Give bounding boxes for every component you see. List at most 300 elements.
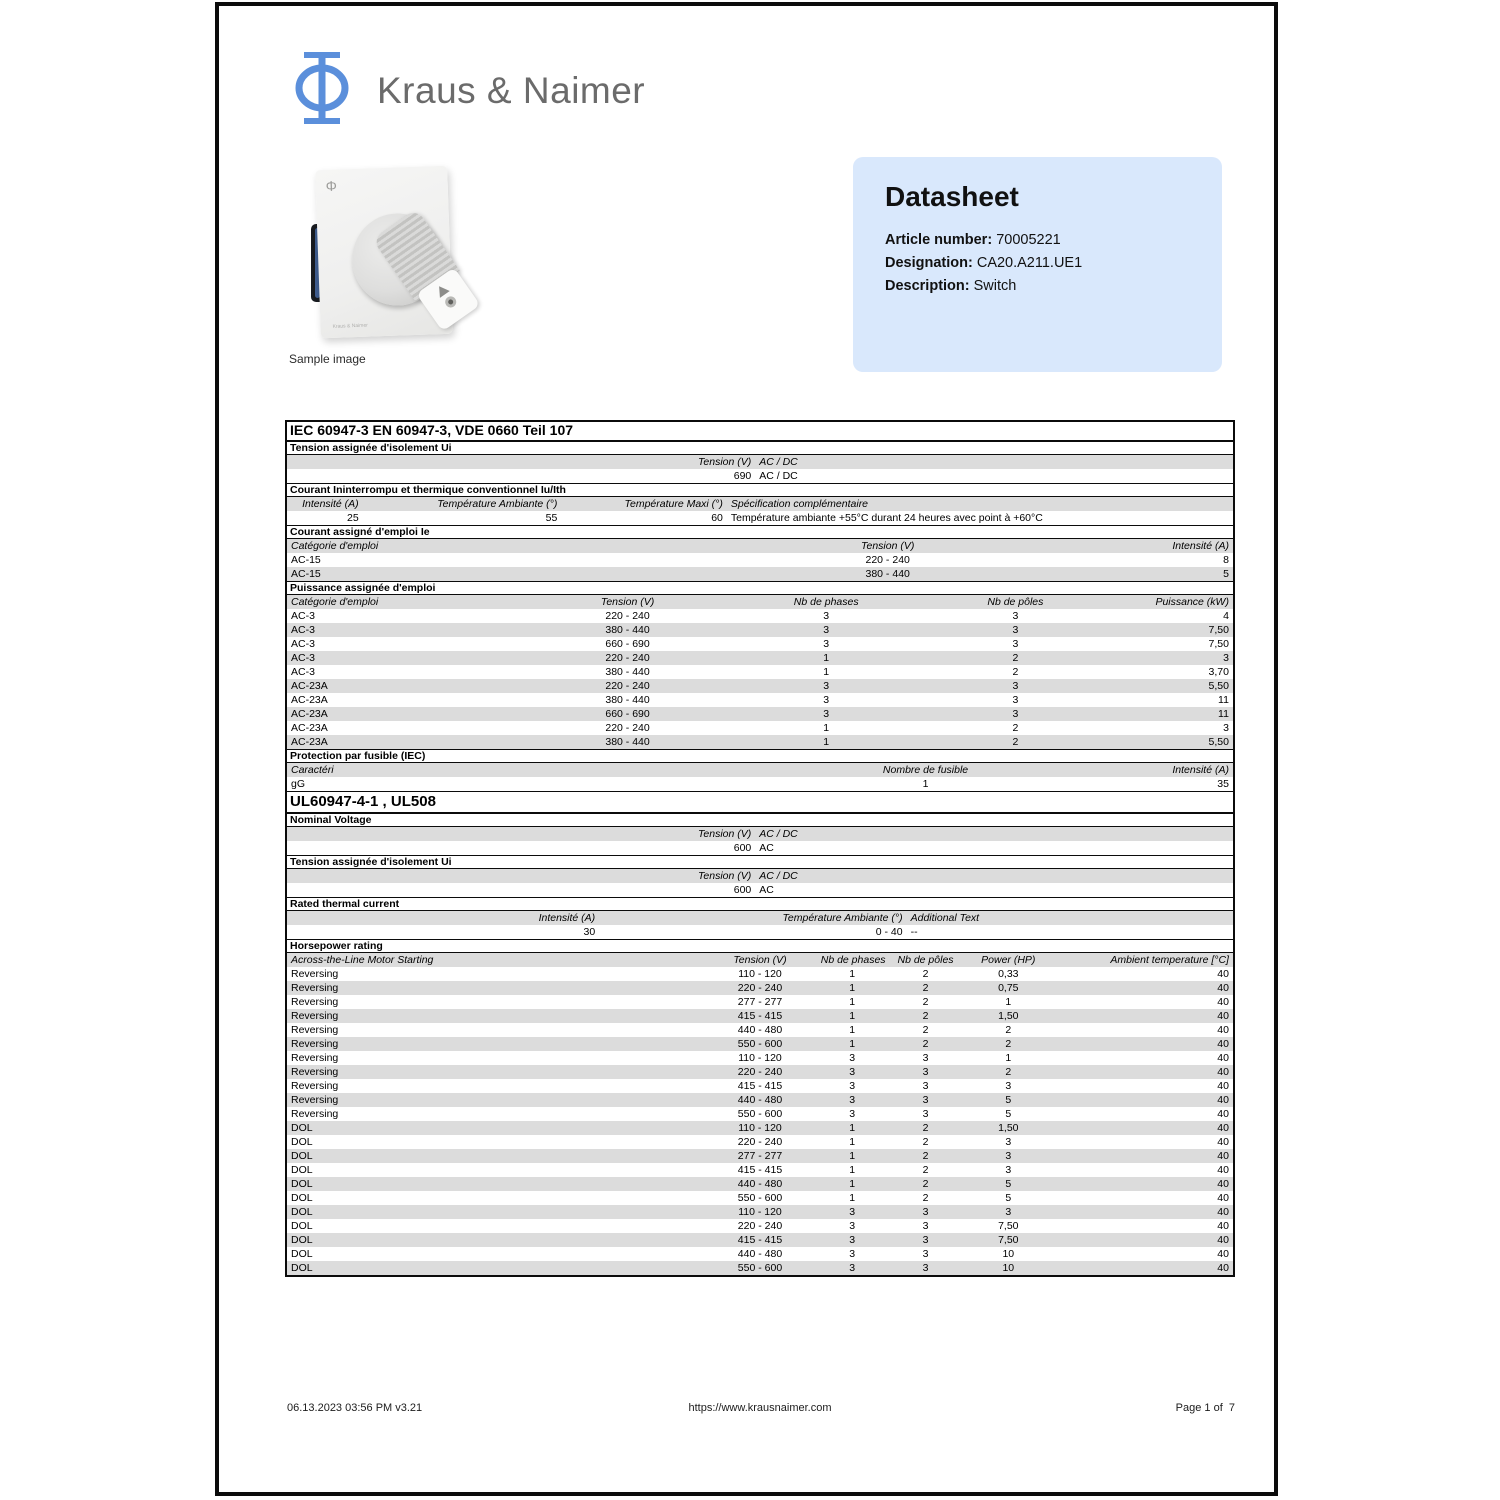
table-row [287,1079,1233,1093]
section-title: Nominal Voltage [287,813,1233,827]
table-cell: 1 [849,1038,856,1050]
table-cell: 3 [1012,624,1019,636]
article-number-value: 70005221 [992,232,1061,248]
table-cell: 4 [1223,610,1229,622]
table-cell: 380 - 440 [605,694,650,706]
table-cell: 220 - 240 [737,1220,783,1232]
footer-page-number: Page 1 of 7 [1175,1402,1235,1414]
table-cell: 3 [1223,652,1229,664]
table-row [287,1051,1233,1065]
header-row [287,595,1233,609]
section-title: Horsepower rating [287,939,1233,953]
table-cell: 10 [1002,1262,1015,1274]
table-cell: 660 - 690 [605,708,650,720]
table-cell: 2 [922,1136,929,1148]
table-cell: Reversing [291,996,339,1008]
table-cell: 600 [733,884,752,896]
table-cell: 40 [1217,1122,1229,1134]
table-cell: AC-3 [291,638,315,650]
table-cell: 3 [922,1066,929,1078]
table-cell: AC-23A [291,722,328,734]
table-cell: 2 [1005,1024,1012,1036]
table-row [287,553,1233,567]
table-cell: 3 [849,1066,856,1078]
table-row [287,967,1233,981]
brand-logo [285,52,645,129]
table-cell: 110 - 120 [738,968,782,980]
table-cell: 2 [1005,1066,1012,1078]
table-cell: 1 [849,1192,856,1204]
table-row [287,1135,1233,1149]
table-cell: AC-23A [291,736,328,748]
header-row [287,763,1233,777]
table-cell: 660 - 690 [605,638,650,650]
table-cell: 600 [733,842,752,854]
table-cell: 220 - 240 [737,1136,783,1148]
table-row [287,609,1233,623]
section-title: Protection par fusible (IEC) [287,749,1233,763]
table-cell: 277 - 277 [737,1150,783,1162]
table-cell: 3 [922,1220,929,1232]
header-row [287,455,1233,469]
column-header: Température Ambiante (°) [782,912,903,924]
table-cell: AC-15 [291,568,321,580]
table-cell: DOL [291,1164,313,1176]
table-row [287,1233,1233,1247]
table-cell: 3 [1012,694,1019,706]
table-cell: 5 [1223,568,1229,580]
footer-date-version: 06.13.2023 03:56 PM v3.21 [287,1402,423,1414]
header-row [287,497,1233,511]
table-row [287,777,1233,791]
table-cell: 40 [1217,1192,1229,1204]
table-cell: 40 [1217,1080,1229,1092]
table-cell: 1,50 [998,1010,1019,1022]
table-cell: 1 [849,982,856,994]
table-cell: 1 [849,1178,856,1190]
column-header: Puissance (kW) [1155,596,1229,608]
table-cell: 8 [1223,554,1229,566]
table-cell: 440 - 480 [737,1248,783,1260]
table-cell: 30 [583,926,596,938]
table-cell: 3 [922,1206,929,1218]
table-cell: AC-3 [291,666,315,678]
table-cell: 1 [849,1010,856,1022]
table-cell: AC-15 [291,554,321,566]
table-cell: 7,50 [998,1234,1019,1246]
article-number-label: Article number: [885,232,993,248]
table-cell: 2 [1012,666,1019,678]
table-cell: AC-3 [291,652,315,664]
table-row [287,1107,1233,1121]
table-cell: AC / DC [759,470,798,482]
spec-grid [287,953,1233,1275]
table-cell: 2 [922,1164,929,1176]
table-cell: 440 - 480 [737,1094,783,1106]
section-title: Puissance assignée d'emploi [287,581,1233,595]
description-field [885,275,1082,298]
table-cell: AC-23A [291,680,328,692]
table-cell: 40 [1217,1136,1229,1148]
table-row [287,981,1233,995]
table-row [287,1093,1233,1107]
description-value: Switch [969,278,1017,294]
table-cell: 1 [1005,1052,1012,1064]
table-cell: 1 [823,652,830,664]
table-row [287,623,1233,637]
table-cell: -- [910,926,918,938]
table-cell: 3 [922,1052,929,1064]
table-cell: 3 [1012,610,1019,622]
table-cell: Reversing [291,982,339,994]
spec-grid [287,539,1233,581]
column-header: AC / DC [759,456,798,468]
plate-brand-marking: Kraus & Naimer [332,322,368,330]
table-row [287,1065,1233,1079]
table-cell: 2 [922,1192,929,1204]
table-cell: 1 [823,722,830,734]
column-header: Catégorie d'emploi [291,596,379,608]
table-cell: DOL [291,1136,313,1148]
header-row [287,911,1233,925]
column-header: Intensité (A) [1172,764,1229,776]
table-cell: gG [291,778,306,790]
table-cell: 440 - 480 [737,1178,783,1190]
table-cell: 2 [922,1038,929,1050]
table-cell: 220 - 240 [605,610,650,622]
table-cell: 7,50 [998,1220,1019,1232]
header-row [287,539,1233,553]
table-cell: 2 [922,1178,929,1190]
column-header: Across-the-Line Motor Starting [291,954,434,966]
table-cell: AC-23A [291,694,328,706]
table-row [287,883,1233,897]
table-cell: 3 [1012,680,1019,692]
table-row [287,841,1233,855]
table-cell: 690 [733,470,752,482]
table-cell: 40 [1217,1052,1229,1064]
spec-grid [287,827,1233,855]
footer-url-link[interactable]: https://www.krausnaimer.com [688,1402,832,1414]
table-cell: 40 [1217,1066,1229,1078]
table-row [287,707,1233,721]
table-cell: 40 [1217,1220,1229,1232]
column-header: Power (HP) [981,954,1036,966]
table-cell: DOL [291,1234,313,1246]
brand-name: Kraus & Naimer [377,69,646,111]
table-row [287,469,1233,483]
table-row [287,1163,1233,1177]
column-header: Tension (V) [861,540,915,552]
designation-field [885,252,1082,275]
column-header: Nb de phases [793,596,859,608]
designation-label: Designation: [885,255,973,271]
table-cell: AC-3 [291,610,315,622]
table-cell: 277 - 277 [737,996,783,1008]
table-cell: 40 [1217,982,1229,994]
column-header: Additional Text [910,912,980,924]
table-row [287,1261,1233,1275]
table-cell: 3 [922,1108,929,1120]
table-cell: 40 [1217,1248,1229,1260]
table-cell: 110 - 120 [738,1206,782,1218]
table-cell: 550 - 600 [737,1192,783,1204]
table-cell: 1 [849,1122,856,1134]
table-cell: 3 [922,1080,929,1092]
table-cell: Reversing [291,1080,339,1092]
table-cell: 380 - 440 [605,624,650,636]
table-cell: 3 [1005,1080,1012,1092]
section-title: Tension assignée d'isolement Ui [287,855,1233,869]
table-cell: 3 [1005,1136,1012,1148]
table-cell: 3 [1012,708,1019,720]
table-cell: 3 [1005,1206,1012,1218]
table-cell: 10 [1002,1248,1015,1260]
table-row [287,1247,1233,1261]
table-cell: 380 - 440 [865,568,910,580]
table-cell: 3 [1005,1150,1012,1162]
screw-icon [443,295,458,310]
table-row [287,1191,1233,1205]
table-row [287,1023,1233,1037]
column-header: Tension (V) [697,828,752,840]
table-row [287,1149,1233,1163]
table-row [287,1121,1233,1135]
table-cell: 40 [1217,1164,1229,1176]
table-cell: 40 [1217,996,1229,1008]
section-title: IEC 60947-3 EN 60947-3, VDE 0660 Teil 107 [287,422,1233,441]
description-label: Description: [885,278,970,294]
table-cell: 415 - 415 [737,1234,783,1246]
table-cell: 40 [1217,1038,1229,1050]
table-cell: 40 [1217,1010,1229,1022]
table-cell: Reversing [291,1066,339,1078]
column-header: Température Maxi (°) [624,498,723,510]
header-row [287,953,1233,967]
table-cell: 11 [1218,708,1229,720]
table-row [287,1177,1233,1191]
table-cell: 40 [1217,1150,1229,1162]
table-cell: 3 [823,694,830,706]
table-cell: 40 [1217,1024,1229,1036]
table-cell: DOL [291,1178,313,1190]
table-cell: 1 [823,666,830,678]
table-cell: Reversing [291,1108,339,1120]
table-cell: 5 [1005,1192,1012,1204]
table-cell: 2 [922,1122,929,1134]
table-cell: 3 [1005,1164,1012,1176]
table-cell: 2 [1012,652,1019,664]
spec-grid [287,869,1233,897]
table-cell: 380 - 440 [605,666,650,678]
table-cell: 1,50 [998,1122,1019,1134]
spec-grid [287,497,1233,525]
table-cell: DOL [291,1150,313,1162]
table-cell: 415 - 415 [737,1164,783,1176]
table-cell: 35 [1217,778,1229,790]
table-cell: 3 [849,1234,856,1246]
column-header: Intensité (A) [1172,540,1229,552]
table-cell: DOL [291,1122,313,1134]
phi-logo-icon [285,52,359,129]
table-cell: 2 [922,996,929,1008]
table-cell: 1 [922,778,929,790]
table-cell: 40 [1217,1094,1229,1106]
table-cell: 2 [922,1010,929,1022]
table-cell: 3 [922,1248,929,1260]
sample-image-caption: Sample image [289,352,366,366]
table-cell: 1 [849,1024,856,1036]
table-cell: 2 [1012,722,1019,734]
column-header: Température Ambiante (°) [437,498,558,510]
table-cell: 415 - 415 [737,1080,783,1092]
table-cell: 110 - 120 [738,1052,782,1064]
table-row [287,1219,1233,1233]
table-cell: 3 [849,1080,856,1092]
table-cell: Reversing [291,1024,339,1036]
table-cell: Reversing [291,1052,339,1064]
table-cell: 380 - 440 [605,736,650,748]
column-header: Intensité (A) [538,912,596,924]
table-cell: 40 [1217,968,1229,980]
column-header: Nombre de fusible [882,764,969,776]
table-cell: 1 [823,736,830,748]
table-cell: 3 [1223,722,1229,734]
table-cell: 0 - 40 [875,926,903,938]
pointer-triangle-icon [434,283,450,298]
spec-grid [287,763,1233,791]
table-cell: 220 - 240 [737,982,783,994]
table-cell: 1 [1005,996,1012,1008]
table-cell: 7,50 [1208,624,1229,636]
table-cell: 40 [1217,1206,1229,1218]
table-cell: 220 - 240 [865,554,910,566]
table-cell: DOL [291,1248,313,1260]
table-row [287,735,1233,749]
table-cell: AC [759,884,774,896]
spec-grid [287,595,1233,749]
table-cell: Reversing [291,1094,339,1106]
datasheet-page [215,2,1278,1496]
table-cell: 3 [849,1220,856,1232]
table-row [287,925,1233,939]
column-header: AC / DC [759,828,798,840]
table-cell: 3 [823,638,830,650]
table-cell: 2 [922,1024,929,1036]
section-title: Courant assigné d'emploi Ie [287,525,1233,539]
header-row [287,827,1233,841]
table-cell: 2 [1005,1038,1012,1050]
table-cell: 0,33 [998,968,1019,980]
table-cell: 0,75 [998,982,1019,994]
table-cell: 220 - 240 [737,1066,783,1078]
phi-mark-icon: Φ [325,177,338,194]
table-cell: DOL [291,1220,313,1232]
spec-grid [287,455,1233,483]
column-header: Nb de pôles [897,954,954,966]
table-row [287,693,1233,707]
table-cell: 220 - 240 [605,652,650,664]
column-header: Tension (V) [733,954,787,966]
column-header: Tension (V) [697,870,752,882]
table-cell: Température ambiante +55°C durant 24 heures avec point à +60°C [730,512,1043,524]
table-cell: 3 [849,1108,856,1120]
table-cell: 3 [922,1262,929,1274]
column-header: Tension (V) [600,596,655,608]
table-cell: 3 [823,624,830,636]
column-header: Caractéri [291,764,334,776]
table-cell: 40 [1217,1178,1229,1190]
table-cell: 5,50 [1208,736,1229,748]
table-cell: 5 [1005,1108,1012,1120]
table-cell: 1 [849,1164,856,1176]
column-header: Ambient temperature [°C] [1110,954,1229,966]
table-cell: 415 - 415 [737,1010,783,1022]
table-cell: 3 [849,1248,856,1260]
table-cell: 5 [1005,1178,1012,1190]
header-row [287,869,1233,883]
table-cell: 3 [849,1094,856,1106]
table-cell: Reversing [291,1010,339,1022]
table-cell: 55 [545,512,558,524]
table-cell: 1 [849,996,856,1008]
table-cell: 40 [1217,1234,1229,1246]
table-cell: DOL [291,1262,313,1274]
table-cell: 3 [922,1234,929,1246]
table-cell: 25 [346,512,359,524]
table-row [287,1037,1233,1051]
table-cell: 7,50 [1208,638,1229,650]
table-cell: 5 [1005,1094,1012,1106]
table-cell: 110 - 120 [738,1122,782,1134]
table-cell: 2 [1012,736,1019,748]
table-cell: 5,50 [1208,680,1229,692]
table-cell: 220 - 240 [605,680,650,692]
table-cell: 220 - 240 [605,722,650,734]
table-cell: 3 [922,1094,929,1106]
datasheet-title: Datasheet [885,181,1019,212]
spec-grid [287,911,1233,939]
column-header: Tension (V) [697,456,752,468]
table-row [287,1009,1233,1023]
table-row [287,637,1233,651]
table-row [287,511,1233,525]
column-header: Spécification complémentaire [730,498,869,510]
section-title: Tension assignée d'isolement Ui [287,441,1233,455]
table-cell: 3 [823,708,830,720]
designation-value: CA20.A211.UE1 [972,255,1083,271]
table-cell: 1 [849,968,856,980]
table-cell: 3 [849,1052,856,1064]
table-cell: 2 [922,1150,929,1162]
section-title: UL60947-4-1 , UL508 [287,791,1233,813]
table-cell: 550 - 600 [737,1108,783,1120]
column-header: Intensité (A) [302,498,359,510]
table-cell: AC-3 [291,624,315,636]
section-title: Courant Ininterrompu et thermique conventionnel Iu/Ith [287,483,1233,497]
spec-table [285,420,1235,1277]
table-cell: 3 [823,680,830,692]
table-cell: 550 - 600 [737,1038,783,1050]
table-cell: 3,70 [1208,666,1229,678]
table-cell: Reversing [291,968,339,980]
table-cell: DOL [291,1192,313,1204]
table-cell: 550 - 600 [737,1262,783,1274]
table-row [287,665,1233,679]
table-row [287,567,1233,581]
table-cell: 11 [1218,694,1229,706]
table-row [287,651,1233,665]
